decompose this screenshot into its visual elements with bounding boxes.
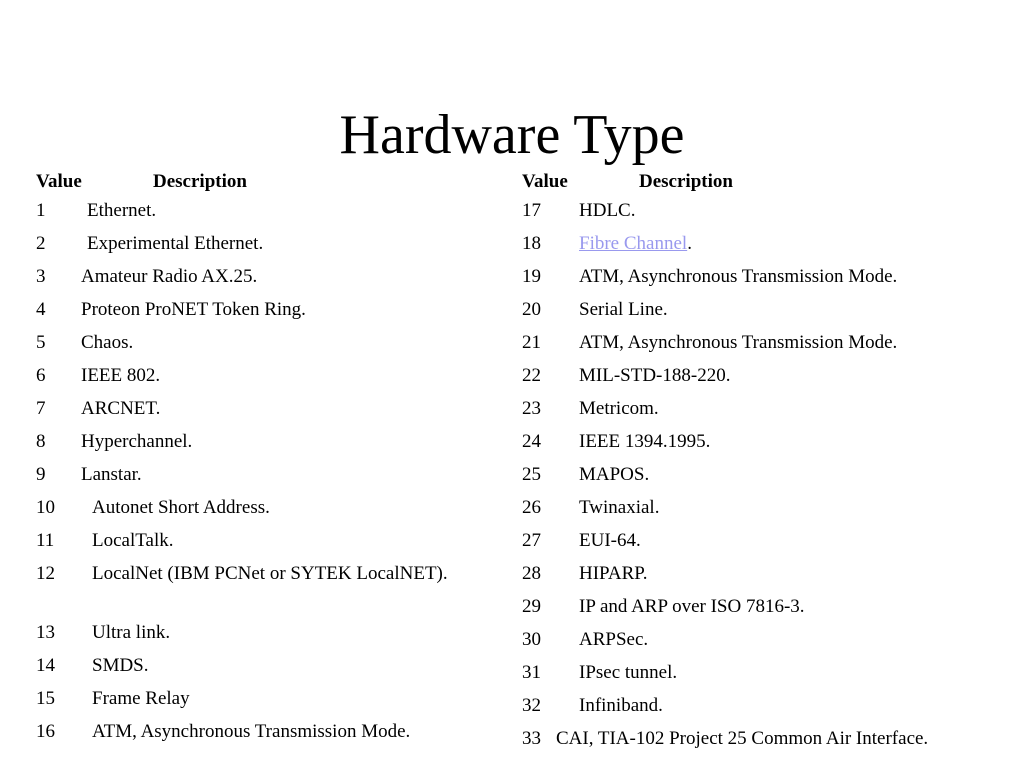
value-header: Value (522, 171, 568, 192)
item-description: ATM, Asynchronous Transmission Mode. (579, 332, 898, 353)
item-description: ATM, Asynchronous Transmission Mode. (92, 721, 411, 742)
list-item (522, 296, 1012, 329)
list-item (36, 652, 496, 685)
item-value: 8 (36, 431, 46, 452)
item-value: 12 (36, 563, 55, 584)
item-value: 1 (36, 200, 46, 221)
item-description: IEEE 802. (81, 365, 161, 386)
item-description: IP and ARP over ISO 7816-3. (579, 596, 805, 617)
list-item (522, 593, 1012, 626)
list-item (522, 527, 1012, 560)
list-item (36, 685, 496, 718)
list-item (36, 329, 496, 362)
item-value: 22 (522, 365, 541, 386)
item-description: ATM, Asynchronous Transmission Mode. (579, 266, 898, 287)
item-value: 32 (522, 695, 541, 716)
page-title: Hardware Type (339, 104, 685, 166)
item-value: 2 (36, 233, 46, 254)
list-item (36, 263, 496, 296)
item-value: 20 (522, 299, 541, 320)
list-item (36, 527, 496, 560)
list-item (36, 197, 496, 230)
fibre-channel-link[interactable]: Fibre Channel (579, 233, 688, 254)
item-description: MAPOS. (579, 464, 650, 485)
item-description: Twinaxial. (579, 497, 660, 518)
list-item (36, 461, 496, 494)
item-value: 15 (36, 688, 55, 709)
item-description: LocalTalk. (92, 530, 174, 551)
item-value: 11 (36, 530, 55, 551)
item-description: Proteon ProNET Token Ring. (81, 299, 306, 320)
item-value: 21 (522, 332, 541, 353)
item-value: 30 (522, 629, 541, 650)
item-value: 17 (522, 200, 541, 221)
list-item (36, 362, 496, 395)
list-item (522, 626, 1012, 659)
description-header: Description (639, 171, 733, 192)
left-header (36, 167, 496, 197)
item-value: 9 (36, 464, 46, 485)
item-value: 14 (36, 655, 55, 676)
list-item (522, 395, 1012, 428)
item-description: Metricom. (579, 398, 659, 419)
list-item (522, 263, 1012, 296)
item-description: Ethernet. (87, 200, 157, 221)
item-description: Lanstar. (81, 464, 142, 485)
item-description: Autonet Short Address. (92, 497, 270, 518)
item-description: Serial Line. (579, 299, 668, 320)
item-description: ARCNET. (81, 398, 161, 419)
item-value: 29 (522, 596, 541, 617)
item-value: 10 (36, 497, 55, 518)
item-value: 27 (522, 530, 541, 551)
list-item (36, 428, 496, 461)
list-item (522, 428, 1012, 461)
item-value: 26 (522, 497, 541, 518)
item-description: ARPSec. (579, 629, 649, 650)
description-header: Description (153, 171, 247, 192)
left-column (36, 167, 496, 751)
item-value: 7 (36, 398, 46, 419)
list-item (36, 560, 474, 619)
item-value: 28 (522, 563, 541, 584)
item-description: Chaos. (81, 332, 134, 353)
item-description: Infiniband. (579, 695, 663, 716)
list-item (522, 725, 1012, 758)
item-value: 13 (36, 622, 55, 643)
list-item (522, 659, 1012, 692)
list-item (36, 619, 496, 652)
item-description: IEEE 1394.1995. (579, 431, 711, 452)
item-description: Frame Relay (92, 688, 190, 709)
item-value: 16 (36, 721, 55, 742)
item-value: 33 (522, 728, 541, 749)
item-description: Amateur Radio AX.25. (81, 266, 258, 287)
item-description: HDLC. (579, 200, 636, 221)
item-description: MIL-STD-188-220. (579, 365, 731, 386)
list-item (522, 494, 1012, 527)
item-description: SMDS. (92, 655, 149, 676)
list-item (522, 560, 1012, 593)
list-item (522, 692, 1012, 725)
item-suffix: . (687, 233, 692, 254)
item-description: Experimental Ethernet. (87, 233, 264, 254)
list-item (36, 718, 496, 751)
item-description: HIPARP. (579, 563, 648, 584)
list-item (522, 461, 1012, 494)
item-value: 4 (36, 299, 46, 320)
right-header (522, 167, 1012, 197)
item-value: 5 (36, 332, 46, 353)
item-description: Ultra link. (92, 622, 171, 643)
item-value: 24 (522, 431, 541, 452)
list-item (522, 230, 1012, 263)
item-value: 19 (522, 266, 541, 287)
item-description: IPsec tunnel. (579, 662, 678, 683)
list-item (36, 494, 496, 527)
list-item (36, 230, 496, 263)
list-item (522, 362, 1012, 395)
list-item (36, 296, 496, 329)
item-value: 25 (522, 464, 541, 485)
item-value: 18 (522, 233, 541, 254)
item-value: 6 (36, 365, 46, 386)
item-value: 3 (36, 266, 46, 287)
item-description: LocalNet (IBM PCNet or SYTEK LocalNET). (92, 563, 448, 584)
list-item (522, 329, 1012, 362)
item-description: CAI, TIA-102 Project 25 Common Air Interface. (556, 728, 929, 749)
value-header: Value (36, 171, 82, 192)
item-value: 23 (522, 398, 541, 419)
right-column (522, 167, 1012, 758)
item-description: EUI-64. (579, 530, 641, 551)
item-description: Hyperchannel. (81, 431, 193, 452)
list-item (522, 197, 1012, 230)
list-item (36, 395, 496, 428)
item-value: 31 (522, 662, 541, 683)
